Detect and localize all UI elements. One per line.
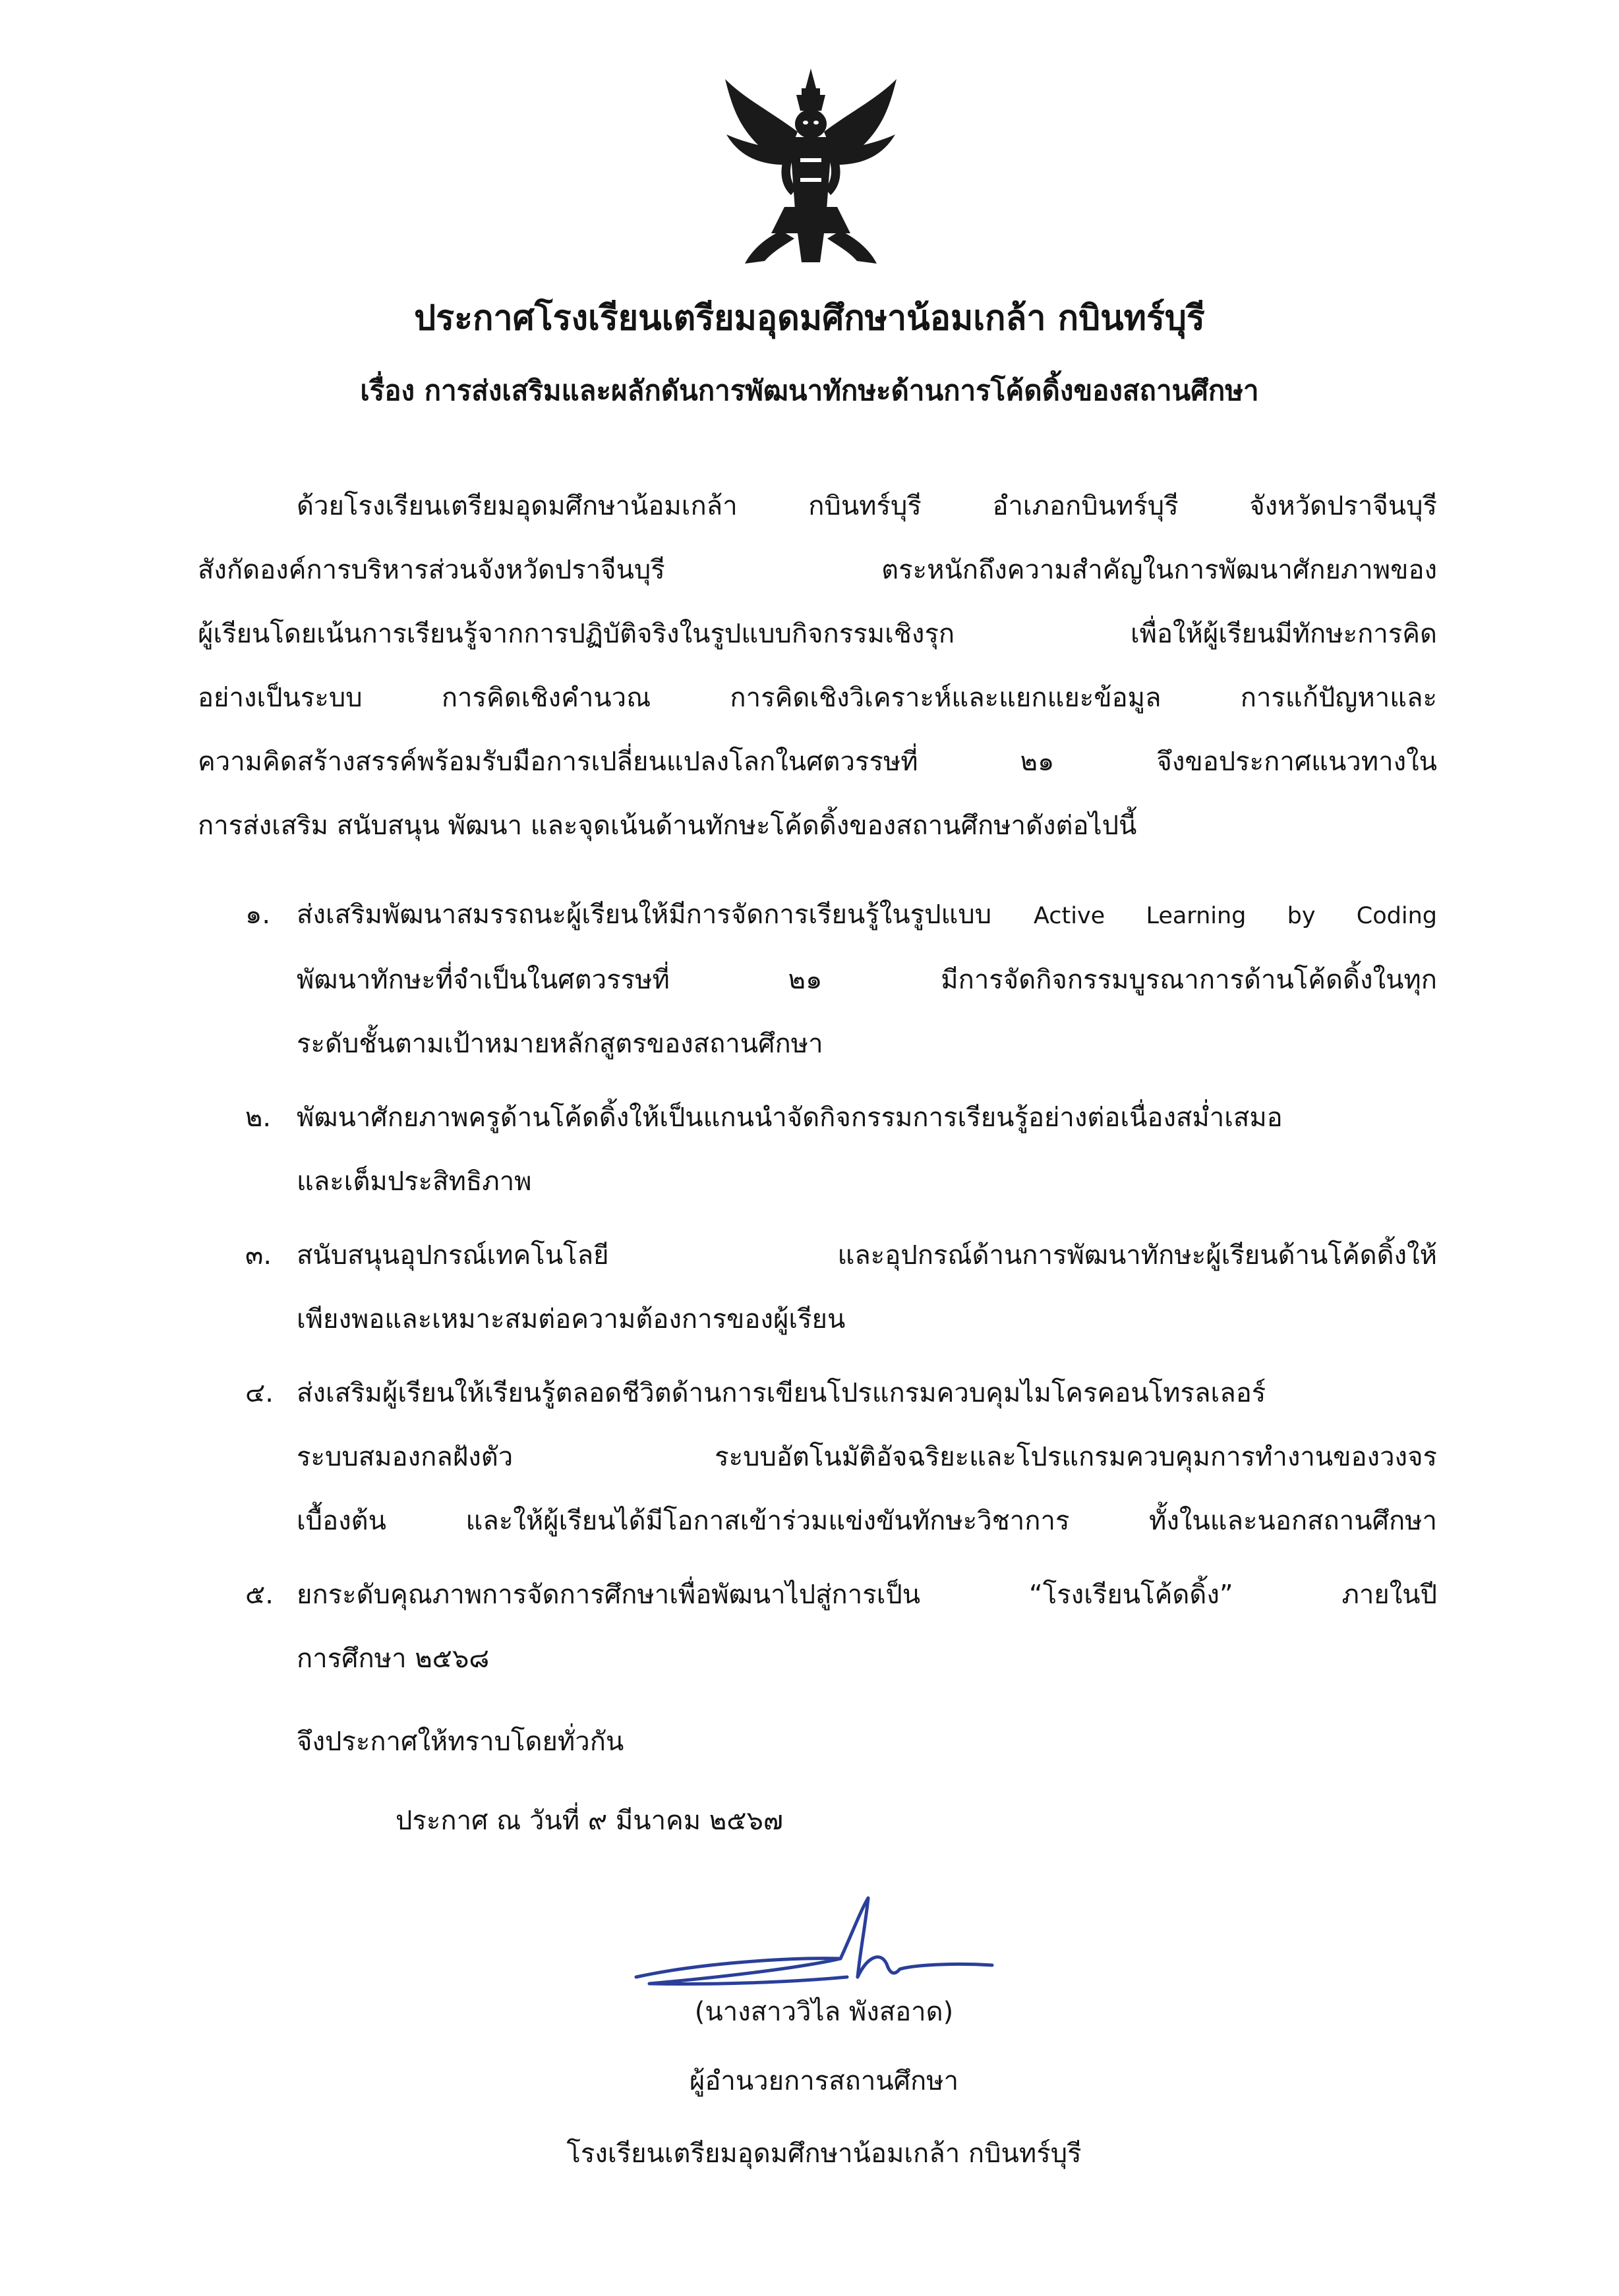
signatory-school: โรงเรียนเตรียมอุดมศึกษาน้อมเกล้า กบินทร์บุรี <box>566 2138 1082 2169</box>
item-line-thai: ส่งเสริมพัฒนาสมรรถนะผู้เรียนให้มีการจัดการเรียนรู้ในรูปแบบ <box>297 900 992 930</box>
signature-mark <box>623 1885 1018 2003</box>
guideline-list <box>198 883 1437 1701</box>
item-line <box>297 883 1437 948</box>
signatory-name: (นางสาววิไล พังสอาด) <box>694 1997 954 2027</box>
announcement-title: ประกาศโรงเรียนเตรียมอุดมศึกษาน้อมเกล้า กบินทร์บุรี <box>414 299 1205 338</box>
intro-line: ความคิดสร้างสรรค์พร้อมรับมือการเปลี่ยนแปลงโลกในศตวรรษที่ ๒๑ จึงขอประกาศแนวทางใน <box>198 747 1437 777</box>
item-line: เบื้องต้น และให้ผู้เรียนได้มีโอกาสเข้าร่วมแข่งขันทักษะวิชาการ ทั้งในและนอกสถานศึกษา <box>297 1506 1437 1536</box>
list-item <box>198 1086 1437 1214</box>
item-number: ๑. <box>245 900 271 930</box>
intro-line: ด้วยโรงเรียนเตรียมอุดมศึกษาน้อมเกล้า กบินทร์บุรี อำเภอกบินทร์บุรี จังหวัดปราจีนบุรี <box>297 491 1437 521</box>
item-line: สนับสนุนอุปกรณ์เทคโนโลยี และอุปกรณ์ด้านการพัฒนาทักษะผู้เรียนด้านโค้ดดิ้งให้ <box>297 1240 1437 1271</box>
item-line: และเต็มประสิทธิภาพ <box>297 1166 532 1197</box>
item-line: การศึกษา ๒๕๖๘ <box>297 1644 490 1674</box>
list-item <box>198 1362 1437 1553</box>
item-line: ส่งเสริมผู้เรียนให้เรียนรู้ตลอดชีวิตด้านการเขียนโปรแกรมควบคุมไมโครคอนโทรลเลอร์ <box>297 1378 1266 1408</box>
intro-line: ผู้เรียนโดยเน้นการเรียนรู้จากการปฏิบัติจริงในรูปแบบกิจกรรมเชิงรุก เพื่อให้ผู้เรียนมีทักษะการคิด <box>198 619 1437 649</box>
announcement-date: ประกาศ ณ วันที่ ๙ มีนาคม ๒๕๖๗ <box>396 1806 783 1836</box>
signatory-position: ผู้อำนวยการสถานศึกษา <box>689 2066 959 2096</box>
item-line: พัฒนาศักยภาพครูด้านโค้ดดิ้งให้เป็นแกนนำจัดกิจกรรมการเรียนรู้อย่างต่อเนื่องสม่ำเสมอ <box>297 1103 1283 1133</box>
list-item <box>198 1224 1437 1352</box>
list-item <box>198 1563 1437 1691</box>
item-line-latin: Active Learning by Coding <box>1033 903 1437 929</box>
closing-statement: จึงประกาศให้ทราบโดยทั่วกัน <box>297 1727 624 1757</box>
intro-line: อย่างเป็นระบบ การคิดเชิงคำนวณ การคิดเชิงวิเคราะห์และแยกแยะข้อมูล การแก้ปัญหาและ <box>198 683 1437 713</box>
item-number: ๒. <box>245 1103 272 1133</box>
item-line: เพียงพอและเหมาะสมต่อความต้องการของผู้เรียน <box>297 1304 846 1335</box>
garuda-emblem-icon <box>719 66 903 277</box>
item-number: ๕. <box>245 1580 274 1610</box>
intro-line: การส่งเสริม สนับสนุน พัฒนา และจุดเน้นด้านทักษะโค้ดดิ้งของสถานศึกษาดังต่อไปนี้ <box>198 811 1137 841</box>
intro-paragraph <box>198 474 1437 858</box>
item-number: ๔. <box>245 1378 274 1408</box>
item-number: ๓. <box>245 1240 272 1271</box>
list-item <box>198 883 1437 1076</box>
item-line: พัฒนาทักษะที่จำเป็นในศตวรรษที่ ๒๑ มีการจัดกิจกรรมบูรณาการด้านโค้ดดิ้งในทุก <box>297 965 1437 995</box>
item-line: ยกระดับคุณภาพการจัดการศึกษาเพื่อพัฒนาไปสู่การเป็น “โรงเรียนโค้ดดิ้ง” ภายในปี <box>297 1580 1437 1610</box>
announcement-subject: เรื่อง การส่งเสริมและผลักดันการพัฒนาทักษะด้านการโค้ดดิ้งของสถานศึกษา <box>360 374 1259 407</box>
intro-line: สังกัดองค์การบริหารส่วนจังหวัดปราจีนบุรี ตระหนักถึงความสำคัญในการพัฒนาศักยภาพของ <box>198 555 1437 585</box>
item-line: ระบบสมองกลฝังตัว ระบบอัตโนมัติอัจฉริยะและโปรแกรมควบคุมการทำงานของวงจร <box>297 1442 1437 1472</box>
item-line: ระดับชั้นตามเป้าหมายหลักสูตรของสถานศึกษา <box>297 1029 823 1059</box>
